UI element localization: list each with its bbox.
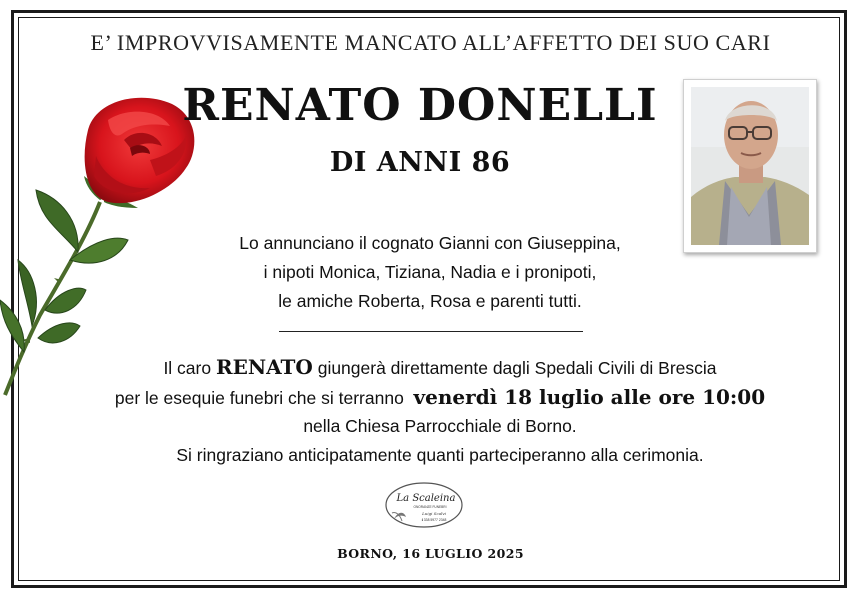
rose-leaf <box>0 300 24 352</box>
rose-leaf <box>38 323 80 343</box>
announcement-line: i nipoti Monica, Tiziana, Nadia e i pronipoti, <box>263 262 597 282</box>
details-name: RENATO <box>215 355 313 379</box>
deceased-age: DI ANNI 86 <box>329 147 511 178</box>
rose-leaf <box>18 260 36 326</box>
divider-line <box>279 331 583 332</box>
details-line-4: Si ringraziano anticipatamente quanti parteciperanno alla cerimonia. <box>176 444 704 465</box>
notice-headline: E’ IMPROVVISAMENTE MANCATO ALL’AFFETTO DEI SUO CARI <box>90 30 771 55</box>
logo-phone: ℹ 338 5977 2348 <box>421 518 447 522</box>
details-line-2 <box>80 383 800 413</box>
logo-signature: Luigi Scalvi <box>422 511 446 516</box>
details-line-1 <box>80 353 800 383</box>
announcement-line: Lo annunciano il cognato Gianni con Giuseppina, <box>239 233 621 253</box>
deceased-name: RENATO DONELLI <box>182 80 658 131</box>
rose-leaf <box>36 190 78 252</box>
place-date: BORNO, 16 LUGLIO 2025 <box>337 546 524 561</box>
funeral-details <box>80 353 800 469</box>
details-line-3: nella Chiesa Parrocchiale di Borno. <box>303 416 577 436</box>
details-text: Il caro <box>163 358 216 378</box>
details-text: per le esequie funebri che si terranno <box>114 387 414 408</box>
portrait-photo <box>683 79 817 253</box>
logo-subtitle: ONORANZE FUNEBRI <box>413 505 447 509</box>
funeral-date: venerdì 18 luglio alle ore 10:00 <box>413 384 766 409</box>
logo-name: La Scaleina <box>396 493 456 504</box>
portrait-image <box>691 87 809 245</box>
funeral-home-logo <box>384 481 464 529</box>
announcement-line: le amiche Roberta, Rosa e parenti tutti. <box>278 291 582 311</box>
announcement-block <box>150 229 710 316</box>
details-text: giungerà direttamente dagli Spedali Civili di Brescia <box>312 358 717 378</box>
